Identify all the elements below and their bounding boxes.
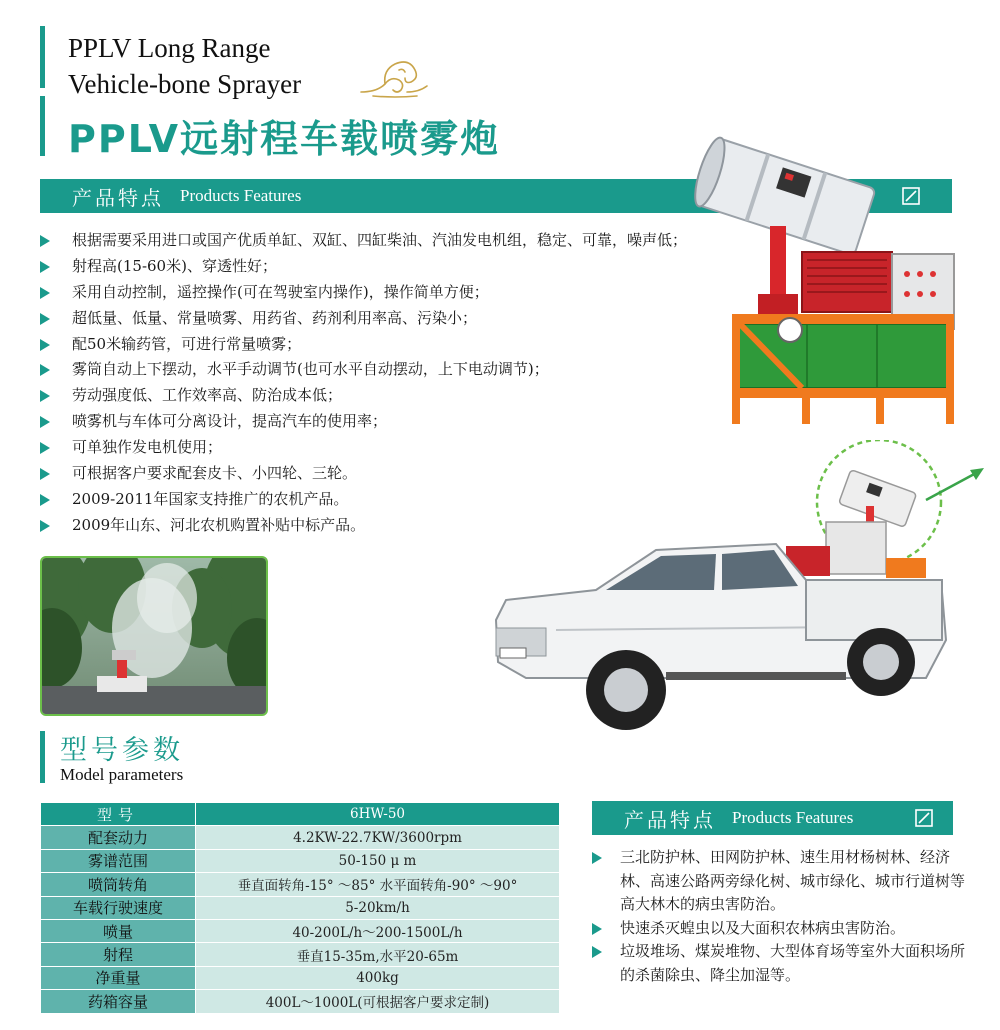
bullet-triangle-icon	[40, 261, 50, 273]
features-title-cn: 产品特点	[72, 185, 164, 210]
table-row: 射程 垂直15-35m,水平20-65m	[41, 943, 560, 966]
sprayer-machine-image	[692, 134, 962, 434]
list-item: 垃圾堆场、煤炭堆物、大型体育场等室外大面积场所的杀菌除虫、降尘加湿等。	[592, 940, 972, 987]
list-item: 采用自动控制，遥控操作(可在驾驶室内操作)，操作简单方便；	[40, 280, 760, 306]
bullet-triangle-icon	[40, 235, 50, 247]
features-section-header-2	[592, 801, 953, 835]
list-item: 可根据客户要求配套皮卡、小四轮、三轮。	[40, 461, 760, 487]
list-item: 三北防护林、田网防护林、速生用材杨树林、经济林、高速公路两旁绿化树、城市绿化、城市行道树等高大林木的病虫害防治。	[592, 846, 972, 917]
features-list-2	[592, 846, 972, 987]
list-item: 2009年山东、河北农机购置补贴中标产品。	[40, 513, 760, 539]
title-en-line2: Vehicle-bone Sprayer	[68, 69, 302, 99]
list-item: 根据需要采用进口或国产优质单缸、双缸、四缸柴油、汽油发电机组，稳定、可靠，噪声低；	[40, 228, 760, 254]
forest-spraying-photo	[40, 556, 268, 716]
list-item: 射程高(15-60米)、穿透性好；	[40, 254, 760, 280]
list-item: 快速杀灭蝗虫以及大面积农林病虫害防治。	[592, 917, 972, 941]
list-item: 配50米输药管，可进行常量喷雾；	[40, 332, 760, 358]
features2-title-en: Products Features	[732, 808, 854, 827]
bullet-triangle-icon	[40, 494, 50, 506]
forest-spraying-image	[42, 558, 268, 716]
title-cn: PPLV远射程车载喷雾炮	[68, 117, 501, 161]
cloud-ornament-icon	[355, 52, 435, 100]
bullet-triangle-icon	[592, 946, 602, 958]
table-row: 配套动力 4.2KW-22.7KW/3600rpm	[41, 826, 560, 849]
title-accent-bar-top	[40, 26, 45, 88]
table-row: 净重量 400kg	[41, 966, 560, 989]
model-parameters-table	[40, 802, 560, 1014]
pickup-truck-image	[486, 440, 1000, 750]
bullet-triangle-icon	[40, 416, 50, 428]
table-row: 型号 6HW-50	[41, 803, 560, 826]
list-item: 超低量、低量、常量喷雾、用药省、药剂利用率高、污染小；	[40, 306, 760, 332]
bullet-triangle-icon	[40, 390, 50, 402]
table-row: 药箱容量 400L～1000L(可根据客户要求定制)	[41, 990, 560, 1013]
table-row: 喷筒转角 垂直面转角-15° ～85° 水平面转角-90° ～90°	[41, 873, 560, 896]
bullet-triangle-icon	[40, 313, 50, 325]
features-title-en: Products Features	[180, 186, 302, 205]
title-accent-bar-bottom	[40, 96, 45, 156]
bullet-triangle-icon	[40, 339, 50, 351]
list-item: 2009-2011年国家支持推广的农机产品。	[40, 487, 760, 513]
list-item: 劳动强度低、工作效率高、防治成本低；	[40, 383, 760, 409]
bullet-triangle-icon	[40, 520, 50, 532]
bullet-triangle-icon	[592, 852, 602, 864]
table-row: 雾谱范围 50-150 μ m	[41, 849, 560, 872]
edit-icon	[915, 809, 933, 827]
table-row: 车载行驶速度 5-20km/h	[41, 896, 560, 919]
features2-title-cn: 产品特点	[624, 807, 716, 832]
bullet-triangle-icon	[40, 442, 50, 454]
table-row: 喷量 40-200L/h～200-1500L/h	[41, 919, 560, 942]
bullet-triangle-icon	[592, 923, 602, 935]
bullet-triangle-icon	[40, 468, 50, 480]
model-title-en: Model parameters	[60, 765, 184, 784]
list-item: 喷雾机与车体可分离设计，提高汽车的使用率；	[40, 409, 760, 435]
model-title-cn: 型号参数	[60, 735, 184, 766]
bullet-triangle-icon	[40, 364, 50, 376]
bullet-triangle-icon	[40, 287, 50, 299]
list-item: 雾筒自动上下摆动，水平手动调节(也可水平自动摆动，上下电动调节)；	[40, 357, 760, 383]
title-en-line1: PPLV Long Range	[68, 33, 271, 63]
model-accent-bar	[40, 731, 45, 783]
list-item: 可单独作发电机使用；	[40, 435, 760, 461]
